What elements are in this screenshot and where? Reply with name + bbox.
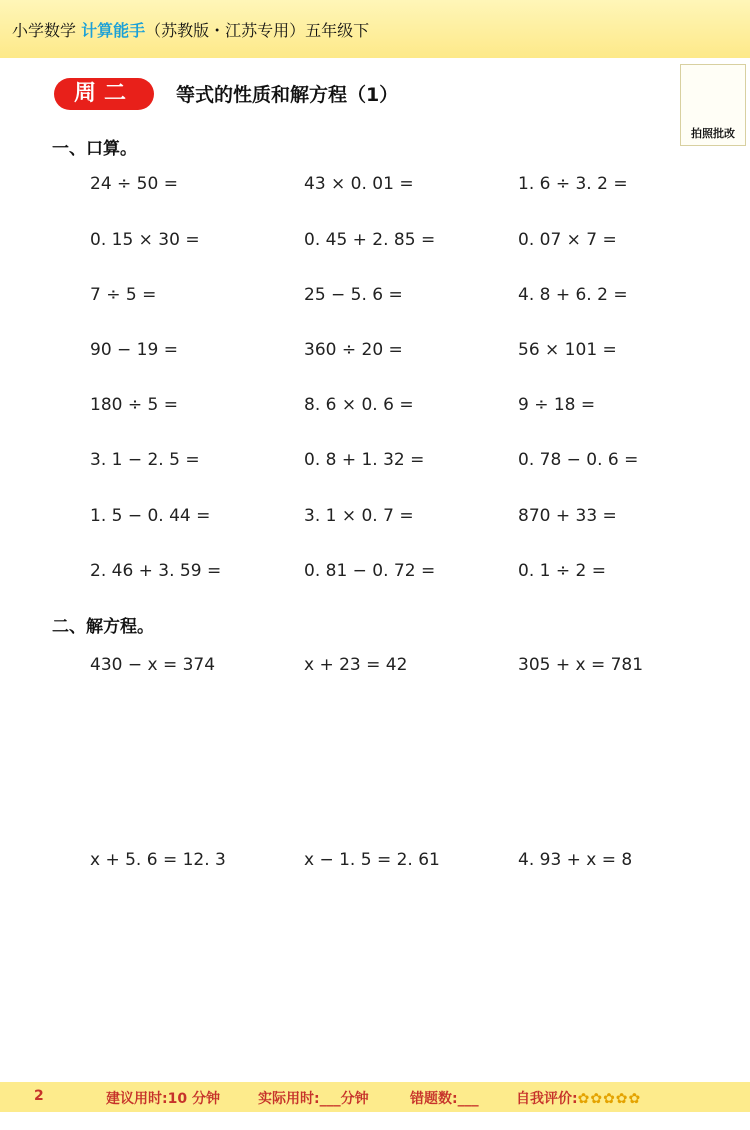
oral-problem: 9 ÷ 18 = — [518, 395, 596, 415]
qr-code-box[interactable] — [680, 64, 746, 146]
oral-problem: 4. 8 + 6. 2 = — [518, 285, 628, 305]
equation-problem: 305 + x = 781 — [518, 655, 644, 675]
oral-problem: 1. 5 − 0. 44 = — [90, 506, 211, 526]
page-number: 2 — [34, 1088, 44, 1104]
oral-problem: 180 ÷ 5 = — [90, 395, 178, 415]
oral-problem: 2. 46 + 3. 59 = — [90, 561, 222, 581]
oral-problem: 8. 6 × 0. 6 = — [304, 395, 414, 415]
oral-problem: 43 × 0. 01 = — [304, 174, 414, 194]
header-bar — [0, 0, 750, 58]
self-evaluation — [516, 1088, 641, 1108]
oral-problem: 360 ÷ 20 = — [304, 340, 403, 360]
suggested-time: 建议用时:10 分钟 — [106, 1091, 220, 1107]
equation-problem: 430 − x = 374 — [90, 655, 216, 675]
day-badge: 周二 — [54, 78, 154, 110]
oral-problem: 0. 8 + 1. 32 = — [304, 450, 425, 470]
oral-problem: 3. 1 − 2. 5 = — [90, 450, 200, 470]
equation-problem: x + 23 = 42 — [304, 655, 408, 675]
oral-problem: 7 ÷ 5 = — [90, 285, 157, 305]
oral-problem: 25 − 5. 6 = — [304, 285, 403, 305]
rating-stars[interactable]: ✿✿✿✿✿ — [577, 1091, 642, 1107]
oral-problem: 0. 81 − 0. 72 = — [304, 561, 436, 581]
book-title — [12, 18, 369, 41]
oral-problem: 24 ÷ 50 = — [90, 174, 178, 194]
self-evaluation-label: 自我评价: — [516, 1091, 578, 1107]
equation-problem: 4. 93 + x = 8 — [518, 850, 633, 870]
oral-problem: 0. 78 − 0. 6 = — [518, 450, 639, 470]
oral-problem: 0. 1 ÷ 2 = — [518, 561, 606, 581]
oral-problem: 1. 6 ÷ 3. 2 = — [518, 174, 628, 194]
page-title: 等式的性质和解方程（1） — [176, 84, 399, 106]
book-title-prefix: 小学数学 — [12, 21, 82, 40]
equation-problem: x + 5. 6 = 12. 3 — [90, 850, 226, 870]
oral-problem: 56 × 101 = — [518, 340, 617, 360]
book-title-suffix: （苏教版・江苏专用）五年级下 — [145, 21, 370, 40]
actual-time: 实际用时:___分钟 — [258, 1091, 369, 1107]
oral-problem: 0. 07 × 7 = — [518, 230, 617, 250]
oral-problem: 3. 1 × 0. 7 = — [304, 506, 414, 526]
book-brand: 计算能手 — [81, 21, 146, 40]
qr-label: 拍照批改 — [691, 127, 735, 140]
oral-problem: 0. 45 + 2. 85 = — [304, 230, 436, 250]
oral-problem: 0. 15 × 30 = — [90, 230, 200, 250]
section-title-oral: 一、口算。 — [52, 139, 137, 159]
equation-problem: x − 1. 5 = 2. 61 — [304, 850, 440, 870]
oral-problem: 90 − 19 = — [90, 340, 178, 360]
error-count: 错题数:___ — [410, 1091, 479, 1107]
oral-problem: 870 + 33 = — [518, 506, 617, 526]
section-title-equations: 二、解方程。 — [52, 617, 154, 637]
